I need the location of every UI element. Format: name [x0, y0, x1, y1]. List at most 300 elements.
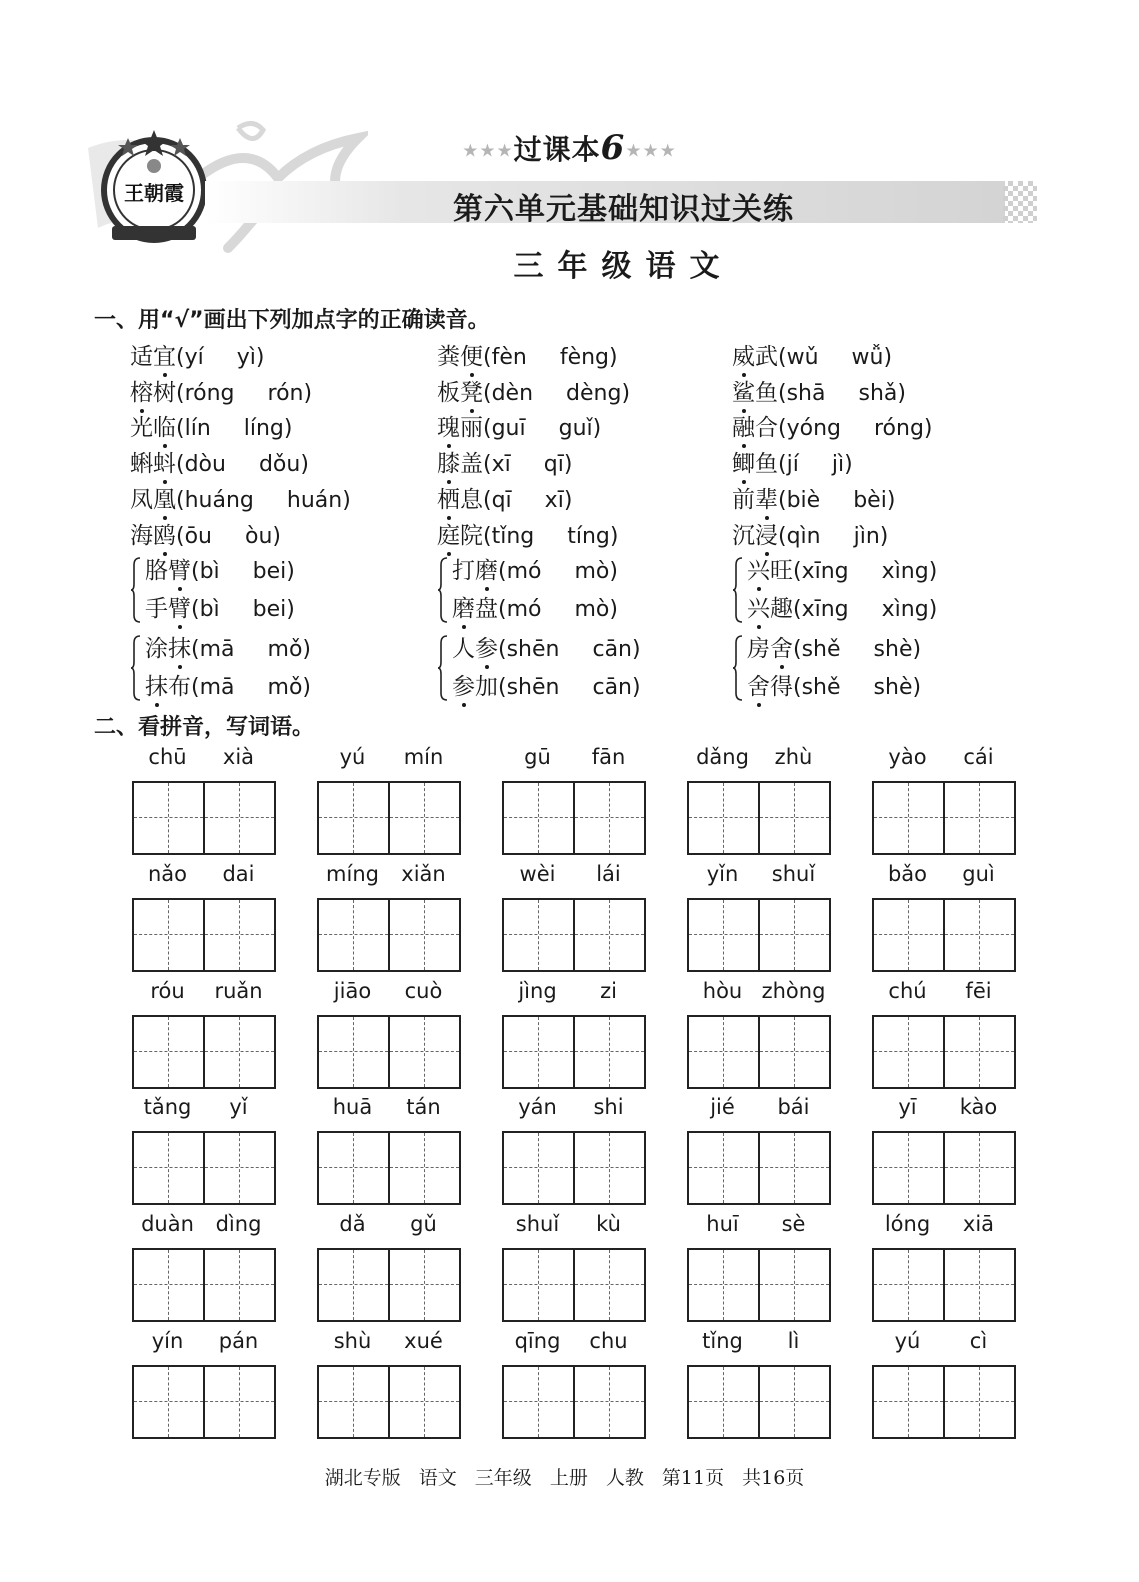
pinyin-prompt: [132, 862, 274, 888]
guide-line: [945, 1401, 1014, 1402]
tianzige-box: [872, 1365, 1016, 1439]
guide-line: [609, 783, 610, 853]
pinyin-syllable: sè: [781, 1212, 806, 1237]
guide-line: [723, 1367, 724, 1437]
character-square[interactable]: [760, 1367, 829, 1437]
word: [130, 344, 176, 370]
pinyin-prompt: [502, 1329, 644, 1355]
dotted-char: 鸥: [153, 522, 176, 549]
guide-line: [168, 783, 169, 853]
guide-line: [609, 1250, 610, 1320]
brace-icon: [733, 635, 743, 701]
pinyin-option-b[interactable]: mǒ: [267, 637, 303, 662]
guide-line: [504, 1401, 573, 1402]
pinyin-option-a[interactable]: yí: [184, 345, 204, 370]
pinyin-syllable: chu: [589, 1329, 628, 1353]
dotted-char: 辈: [755, 486, 778, 513]
pinyin-syllable: bǎo: [887, 861, 928, 886]
pinyin-option-b[interactable]: jìn: [853, 523, 880, 549]
guide-line: [390, 1284, 459, 1285]
guide-line: [424, 1250, 425, 1320]
character-square[interactable]: [205, 1017, 274, 1087]
pinyin-syllable: tǎng: [143, 1095, 192, 1120]
character-square[interactable]: [945, 1017, 1014, 1087]
pinyin-option-b[interactable]: guǐ: [558, 416, 593, 442]
pronunciation-item: [130, 445, 309, 478]
tianzige-box: [687, 781, 831, 855]
dotted-char: 临: [153, 415, 176, 442]
word-char: 蝌: [130, 451, 153, 478]
tianzige-box: [687, 1365, 831, 1439]
character-square[interactable]: [575, 1017, 644, 1087]
pinyin-option-b[interactable]: bèi: [853, 487, 887, 513]
tianzige-box: [502, 781, 646, 855]
guide-line: [168, 1017, 169, 1087]
pronunciation-item: [732, 517, 889, 549]
word: [452, 674, 498, 700]
pinyin-prompt: [502, 979, 644, 1005]
guide-line: [945, 817, 1014, 818]
pinyin-prompt: [502, 862, 644, 888]
character-square[interactable]: [874, 1367, 945, 1437]
dotted-char: 舍: [747, 674, 770, 700]
pinyin-option-b[interactable]: fèng: [559, 345, 610, 370]
character-square[interactable]: [760, 1250, 829, 1320]
guide-line: [908, 1250, 909, 1320]
character-square[interactable]: [874, 900, 945, 970]
character-square[interactable]: [319, 1133, 390, 1203]
guide-line: [794, 1367, 795, 1437]
pinyin-syllable: nǎo: [147, 861, 188, 886]
word: [130, 380, 176, 406]
pinyin-option-a[interactable]: tǐng: [491, 523, 535, 549]
guide-line: [945, 1284, 1014, 1285]
word: [437, 380, 483, 406]
character-square[interactable]: [760, 900, 829, 970]
pinyin-option-b[interactable]: bei: [252, 559, 287, 584]
pinyin-option-b[interactable]: mò: [574, 559, 610, 584]
guide-line: [760, 1284, 829, 1285]
word: [747, 636, 793, 662]
character-square[interactable]: [945, 783, 1014, 853]
tianzige-box: [687, 898, 831, 972]
pinyin-option-a[interactable]: xīng: [801, 559, 849, 584]
guide-line: [689, 1167, 758, 1168]
pronunciation-item: [437, 374, 631, 406]
character-square[interactable]: [319, 900, 390, 970]
brace-icon: [438, 557, 448, 623]
character-square[interactable]: [689, 900, 760, 970]
pinyin-option-a[interactable]: qìn: [786, 523, 821, 549]
guide-line: [319, 1051, 388, 1052]
character-square[interactable]: [390, 1017, 459, 1087]
guide-line: [424, 783, 425, 853]
dotted-char: 榕: [130, 379, 153, 406]
pronunciation-item: [437, 445, 573, 478]
word-char: 适: [130, 344, 153, 370]
character-square[interactable]: [575, 783, 644, 853]
pinyin-option-b[interactable]: rón: [267, 380, 304, 406]
pinyin-syllable: dìng: [215, 1212, 262, 1237]
guide-line: [205, 817, 274, 818]
guide-line: [319, 1167, 388, 1168]
guide-line: [504, 1167, 573, 1168]
guide-line: [908, 1367, 909, 1437]
pinyin-options: (xīng xìng): [793, 597, 938, 622]
word-char: 粪: [437, 344, 460, 370]
pronunciation-item: [437, 338, 618, 370]
character-square[interactable]: [874, 1250, 945, 1320]
pinyin-option-a[interactable]: dòu: [184, 452, 226, 478]
pinyin-syllable: yú: [894, 1329, 921, 1353]
pinyin-prompt: [317, 745, 459, 771]
pinyin-options: (mā mǒ): [191, 675, 311, 700]
pinyin-syllable: xiǎn: [401, 861, 446, 886]
character-square[interactable]: [319, 1250, 390, 1320]
pinyin-options: (shēn cān): [498, 637, 641, 662]
guide-line: [979, 1367, 980, 1437]
character-square[interactable]: [945, 900, 1014, 970]
character-square[interactable]: [945, 1367, 1014, 1437]
pinyin-options: (lín líng): [176, 416, 293, 442]
guide-line: [424, 1133, 425, 1203]
pinyin-options: (ōu òu): [176, 523, 281, 549]
pinyin-syllable: cuò: [404, 978, 443, 1003]
page-footer: 湖北专版 语文 三年级 上册 人教 第11页 共16页: [324, 1467, 805, 1489]
guide-line: [319, 934, 388, 935]
guide-line: [538, 1133, 539, 1203]
pinyin-syllable: mín: [403, 745, 444, 769]
pinyin-option-b[interactable]: cān: [592, 637, 633, 662]
guide-line: [874, 1167, 943, 1168]
pronunciation-item: [130, 374, 313, 406]
pinyin-option-b[interactable]: qī: [543, 452, 564, 478]
guide-line: [239, 1367, 240, 1437]
pinyin-syllable: wèi: [519, 861, 556, 886]
character-square[interactable]: [504, 1367, 575, 1437]
pinyin-syllable: lóng: [884, 1212, 931, 1237]
character-square[interactable]: [874, 1133, 945, 1203]
guide-line: [205, 1284, 274, 1285]
word: [747, 674, 793, 700]
pinyin-option-b[interactable]: huán: [286, 487, 343, 513]
word: [732, 451, 778, 477]
word-char: 趣: [770, 596, 793, 622]
word: [145, 674, 191, 700]
pinyin-option-a[interactable]: wǔ: [786, 345, 819, 370]
character-square[interactable]: [689, 1017, 760, 1087]
pinyin-option-a[interactable]: jí: [786, 452, 799, 478]
character-square[interactable]: [205, 783, 274, 853]
guide-line: [134, 934, 203, 935]
pinyin-options: (jí jì): [778, 452, 853, 478]
pinyin-option-b[interactable]: shè: [873, 637, 913, 662]
guide-line: [874, 1051, 943, 1052]
guide-line: [794, 783, 795, 853]
tianzige-box: [872, 898, 1016, 972]
pinyin-option-b[interactable]: bei: [252, 597, 287, 622]
character-square[interactable]: [134, 1367, 205, 1437]
character-square[interactable]: [205, 1250, 274, 1320]
character-square[interactable]: [504, 1133, 575, 1203]
pinyin-option-a[interactable]: mó: [506, 559, 542, 584]
pinyin-option-b[interactable]: dèng: [566, 380, 622, 406]
pinyin-syllable: shuǐ: [771, 861, 816, 886]
pinyin-prompt: [317, 979, 459, 1005]
word-char: 人: [452, 636, 475, 662]
pinyin-option-a[interactable]: mā: [199, 675, 235, 700]
pinyin-syllable: tǐng: [702, 1329, 743, 1353]
character-square[interactable]: [134, 1017, 205, 1087]
word-char: 鱼: [755, 379, 778, 406]
guide-line: [723, 900, 724, 970]
pronunciation-item: [145, 590, 295, 622]
pinyin-syllable: róu: [150, 978, 185, 1003]
character-square[interactable]: [319, 783, 390, 853]
word: [452, 558, 498, 584]
character-square[interactable]: [689, 1367, 760, 1437]
dotted-char: 凰: [153, 486, 176, 513]
pinyin-syllable: jié: [710, 1095, 735, 1120]
guide-line: [134, 1401, 203, 1402]
word-char: 胳: [145, 558, 168, 584]
guide-line: [874, 817, 943, 818]
pinyin-options: (róng rón): [176, 380, 313, 406]
character-square[interactable]: [504, 1017, 575, 1087]
pinyin-option-a[interactable]: ōu: [184, 523, 212, 549]
pinyin-option-b[interactable]: mǒ: [267, 675, 303, 700]
pinyin-option-a[interactable]: xīng: [801, 597, 849, 622]
word: [130, 523, 176, 549]
word: [732, 344, 778, 370]
pinyin-option-a[interactable]: shě: [801, 675, 841, 700]
guide-line: [945, 934, 1014, 935]
pinyin-option-b[interactable]: cān: [592, 675, 633, 700]
pinyin-option-a[interactable]: huáng: [184, 487, 254, 513]
pinyin-options: (qìn jìn): [778, 523, 889, 549]
brace-icon: [131, 635, 141, 701]
pinyin-syllable: zhù: [774, 745, 813, 769]
tianzige-box: [317, 898, 461, 972]
pinyin-prompt: [687, 1212, 829, 1238]
pinyin-option-a[interactable]: fèn: [491, 345, 527, 370]
pinyin-option-a[interactable]: lín: [184, 416, 211, 442]
pinyin-prompt: [317, 1329, 459, 1355]
pinyin-option-a[interactable]: yóng: [786, 416, 841, 442]
pinyin-option-a[interactable]: guī: [491, 416, 526, 442]
guide-line: [760, 817, 829, 818]
guide-line: [979, 1250, 980, 1320]
pinyin-option-a[interactable]: róng: [184, 380, 235, 406]
character-square[interactable]: [689, 1250, 760, 1320]
character-square[interactable]: [689, 1133, 760, 1203]
word: [732, 380, 778, 406]
character-square[interactable]: [575, 900, 644, 970]
guide-line: [239, 1133, 240, 1203]
pinyin-syllable: shuǐ: [515, 1212, 560, 1237]
pronunciation-item: [130, 338, 265, 370]
character-square[interactable]: [205, 900, 274, 970]
pinyin-option-a[interactable]: shēn: [506, 675, 560, 700]
character-square[interactable]: [760, 1017, 829, 1087]
character-square[interactable]: [689, 783, 760, 853]
character-square[interactable]: [134, 900, 205, 970]
pinyin-option-a[interactable]: biè: [786, 487, 821, 513]
pinyin-options: (mā mǒ): [191, 637, 311, 662]
pinyin-option-b[interactable]: tíng: [567, 523, 610, 549]
character-square[interactable]: [205, 1133, 274, 1203]
word: [747, 596, 793, 622]
dotted-char: 参: [452, 674, 475, 700]
guide-line: [538, 900, 539, 970]
pinyin-option-b[interactable]: òu: [245, 523, 273, 549]
character-square[interactable]: [874, 1017, 945, 1087]
pronunciation-item: [732, 409, 933, 442]
pinyin-syllable: yín: [151, 1329, 184, 1353]
word-char: 鱼: [755, 451, 778, 478]
pinyin-syllable: qīng: [514, 1329, 561, 1353]
word: [437, 344, 483, 370]
pinyin-option-a[interactable]: shā: [786, 380, 826, 406]
character-square[interactable]: [575, 1133, 644, 1203]
pronunciation-item: [732, 481, 896, 513]
pinyin-option-b[interactable]: mò: [574, 597, 610, 622]
pinyin-option-b[interactable]: líng: [243, 416, 284, 442]
stars-left: ★★★: [462, 140, 514, 162]
pinyin-syllable: jìng: [518, 978, 557, 1003]
guide-line: [575, 817, 644, 818]
character-square[interactable]: [134, 1250, 205, 1320]
word: [130, 487, 176, 513]
dotted-char: 庭: [437, 522, 460, 549]
guide-line: [239, 1250, 240, 1320]
word-char: 盘: [475, 596, 498, 622]
pinyin-prompt: [132, 979, 274, 1005]
guide-line: [723, 1133, 724, 1203]
character-square[interactable]: [504, 900, 575, 970]
tianzige-box: [132, 1248, 276, 1322]
pinyin-prompt: [317, 1095, 459, 1121]
pronunciation-item: [130, 517, 281, 549]
character-square[interactable]: [504, 1250, 575, 1320]
guide-line: [874, 934, 943, 935]
guide-line: [390, 1401, 459, 1402]
character-square[interactable]: [390, 783, 459, 853]
guide-line: [689, 817, 758, 818]
character-square[interactable]: [945, 1133, 1014, 1203]
tianzige-box: [132, 1365, 276, 1439]
pinyin-option-a[interactable]: qī: [491, 487, 512, 513]
word: [145, 596, 191, 622]
word: [732, 523, 778, 549]
guide-line: [134, 1284, 203, 1285]
guide-line: [319, 1284, 388, 1285]
pinyin-option-b[interactable]: shè: [873, 675, 913, 700]
pinyin-syllable: míng: [326, 861, 379, 886]
character-square[interactable]: [504, 783, 575, 853]
dotted-char: 瑰: [437, 415, 460, 442]
pinyin-option-b[interactable]: xìng: [881, 597, 929, 622]
pinyin-option-b[interactable]: xī: [544, 487, 564, 513]
pinyin-option-b[interactable]: yì: [236, 345, 256, 370]
character-square[interactable]: [945, 1250, 1014, 1320]
pinyin-option-a[interactable]: shě: [801, 637, 841, 662]
pinyin-option-b[interactable]: jì: [831, 452, 845, 478]
pinyin-option-a[interactable]: shēn: [506, 637, 560, 662]
pinyin-option-b[interactable]: xìng: [881, 559, 929, 584]
pinyin-prompt: [317, 1212, 459, 1238]
guide-line: [945, 1051, 1014, 1052]
pinyin-option-a[interactable]: bì: [199, 597, 220, 622]
pinyin-option-a[interactable]: bì: [199, 559, 220, 584]
guide-line: [134, 1051, 203, 1052]
character-square[interactable]: [205, 1367, 274, 1437]
word-char: 息: [460, 486, 483, 513]
guide-line: [908, 900, 909, 970]
character-square[interactable]: [319, 1367, 390, 1437]
section1-heading: 一、用“√”画出下列加点字的正确读音。: [94, 308, 490, 333]
character-square[interactable]: [760, 783, 829, 853]
character-square[interactable]: [134, 783, 205, 853]
character-square[interactable]: [575, 1250, 644, 1320]
dotted-char: 便: [460, 344, 483, 370]
guide-line: [205, 934, 274, 935]
character-square[interactable]: [760, 1133, 829, 1203]
pinyin-option-a[interactable]: mā: [199, 637, 235, 662]
pinyin-option-b[interactable]: shǎ: [858, 380, 898, 406]
word-char: 海: [130, 522, 153, 549]
character-square[interactable]: [390, 1367, 459, 1437]
character-square[interactable]: [319, 1017, 390, 1087]
character-square[interactable]: [874, 783, 945, 853]
character-square[interactable]: [575, 1367, 644, 1437]
word-char: 加: [475, 674, 498, 700]
dotted-char: 栖: [437, 486, 460, 513]
character-square[interactable]: [390, 1250, 459, 1320]
pinyin-option-b[interactable]: dǒu: [258, 452, 301, 478]
tianzige-box: [872, 1248, 1016, 1322]
guide-line: [945, 1167, 1014, 1168]
pronunciation-item: [145, 668, 311, 700]
pinyin-option-b[interactable]: wǚ: [851, 345, 884, 370]
pinyin-option-a[interactable]: xī: [491, 452, 511, 478]
word: [130, 451, 176, 477]
pinyin-syllable: yǐn: [706, 861, 739, 886]
pinyin-syllable: ruǎn: [214, 978, 263, 1003]
guide-line: [504, 1284, 573, 1285]
word: [145, 636, 191, 662]
brand-logo-text: 王朝霞: [124, 181, 184, 205]
character-square[interactable]: [134, 1133, 205, 1203]
pinyin-syllable: chū: [148, 745, 187, 769]
word-char: 合: [755, 415, 778, 442]
pinyin-option-a[interactable]: dèn: [491, 380, 534, 406]
pinyin-options: (xīng xìng): [793, 559, 938, 584]
tianzige-box: [132, 1131, 276, 1205]
word: [437, 415, 483, 441]
guide-line: [609, 1017, 610, 1087]
guide-line: [908, 1017, 909, 1087]
character-square[interactable]: [390, 1133, 459, 1203]
pinyin-syllable: huī: [706, 1212, 739, 1237]
pinyin-option-b[interactable]: róng: [873, 416, 924, 442]
pronunciation-item: [130, 409, 293, 442]
pinyin-option-a[interactable]: mó: [506, 597, 542, 622]
word-char: 手: [145, 596, 168, 622]
pinyin-options: (qī xī): [483, 487, 573, 513]
character-square[interactable]: [390, 900, 459, 970]
brace-icon: [438, 635, 448, 701]
